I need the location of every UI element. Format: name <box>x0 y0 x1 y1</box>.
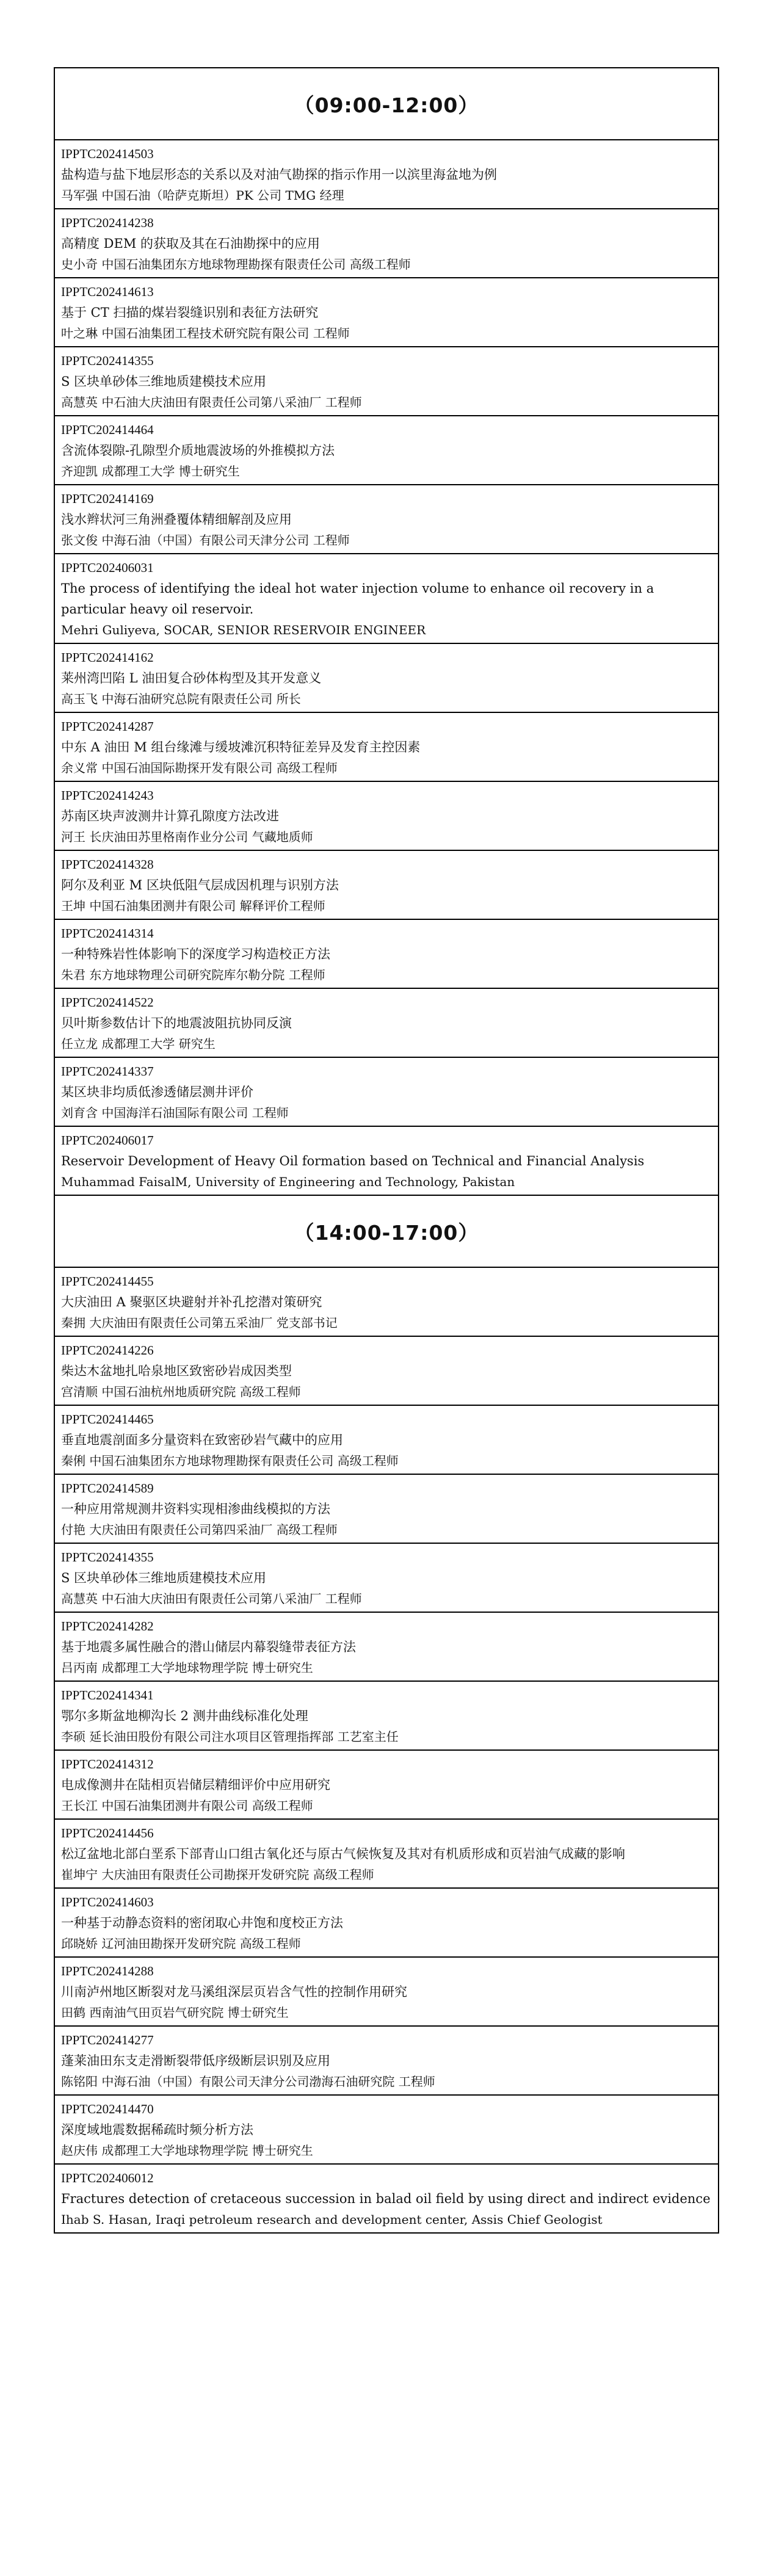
paper-code: IPPTC202414288 <box>61 1964 154 1978</box>
paper-title: 盐构造与盐下地层形态的关系以及对油气勘探的指示作用一以滨里海盆地为例 <box>61 167 497 182</box>
paper-code: IPPTC202414355 <box>61 353 154 368</box>
paper-entry <box>55 2096 718 2165</box>
session-time-title: （09:00-12:00） <box>294 93 479 117</box>
paper-title: 浅水辫状河三角洲叠覆体精细解剖及应用 <box>61 512 292 527</box>
paper-entry <box>55 554 718 644</box>
paper-entry <box>55 140 718 209</box>
paper-code: IPPTC202414169 <box>61 491 154 506</box>
paper-code: IPPTC202414603 <box>61 1895 154 1909</box>
paper-author: 河王 长庆油田苏里格南作业分公司 气藏地质师 <box>61 830 313 844</box>
paper-entry <box>55 1127 718 1196</box>
paper-code: IPPTC202414503 <box>61 147 154 161</box>
paper-author: 刘育含 中国海洋石油国际有限公司 工程师 <box>61 1105 289 1120</box>
paper-title: 蓬莱油田东支走滑断裂带低序级断层识别及应用 <box>61 2053 330 2068</box>
paper-code: IPPTC202414589 <box>61 1481 154 1496</box>
paper-code: IPPTC202414355 <box>61 1550 154 1565</box>
paper-entry <box>55 209 718 278</box>
paper-entry <box>55 1475 718 1544</box>
paper-title: 中东 A 油田 M 组台缘滩与缓坡滩沉积特征差异及发育主控因素 <box>61 740 421 754</box>
paper-author: 王坤 中国石油集团测井有限公司 解释评价工程师 <box>61 899 325 913</box>
paper-author: Muhammad FaisalM, University of Engineering and Technology, Pakistan <box>61 1174 515 1189</box>
paper-entry <box>55 644 718 713</box>
paper-code: IPPTC202406012 <box>61 2171 154 2185</box>
paper-author: 田鹤 西南油气田页岩气研究院 博士研究生 <box>61 2005 289 2020</box>
paper-code: IPPTC202414277 <box>61 2033 154 2047</box>
paper-title: 含流体裂隙-孔隙型介质地震波场的外推模拟方法 <box>61 443 335 458</box>
paper-entry <box>55 1337 718 1406</box>
paper-author: 史小奇 中国石油集团东方地球物理勘探有限责任公司 高级工程师 <box>61 257 411 272</box>
paper-title: 川南泸州地区断裂对龙马溪组深层页岩含气性的控制作用研究 <box>61 1984 407 1999</box>
paper-author: Ihab S. Hasan, Iraqi petroleum research and development center, Assis Chief Geologist <box>61 2212 603 2227</box>
paper-author: 高慧英 中石油大庆油田有限责任公司第八采油厂 工程师 <box>61 395 362 410</box>
paper-code: IPPTC202414312 <box>61 1757 154 1771</box>
paper-code: IPPTC202414238 <box>61 215 154 230</box>
paper-code: IPPTC202414226 <box>61 1343 154 1358</box>
session-header <box>55 1196 718 1268</box>
paper-entry <box>55 1682 718 1751</box>
paper-author: 叶之琳 中国石油集团工程技术研究院有限公司 工程师 <box>61 326 350 341</box>
paper-author: 任立龙 成都理工大学 研究生 <box>61 1037 216 1051</box>
paper-entry <box>55 347 718 416</box>
paper-title: 阿尔及利亚 M 区块低阻气层成因机理与识别方法 <box>61 878 339 892</box>
paper-title: 苏南区块声波测井计算孔隙度方法改进 <box>61 809 279 823</box>
paper-title: 某区块非均质低渗透储层测井评价 <box>61 1085 253 1099</box>
paper-title: 垂直地震剖面多分量资料在致密砂岩气藏中的应用 <box>61 1433 343 1447</box>
paper-title: 大庆油田 A 聚驱区块避射并补孔挖潜对策研究 <box>61 1295 322 1309</box>
paper-author: 秦俐 中国石油集团东方地球物理勘探有限责任公司 高级工程师 <box>61 1453 399 1468</box>
paper-author: 余义常 中国石油国际勘探开发有限公司 高级工程师 <box>61 761 338 775</box>
paper-author: 秦拥 大庆油田有限责任公司第五采油厂 党支部书记 <box>61 1315 338 1330</box>
paper-code: IPPTC202406031 <box>61 560 154 575</box>
paper-author: 马军强 中国石油（哈萨克斯坦）PK 公司 TMG 经理 <box>61 188 344 203</box>
paper-code: IPPTC202414522 <box>61 995 154 1010</box>
paper-author: 邱晓娇 辽河油田勘探开发研究院 高级工程师 <box>61 1936 301 1951</box>
paper-title: The process of identifying the ideal hot water injection volume to enhance oil recovery in a particular heavy oil reservoir. <box>61 581 654 617</box>
paper-title: 基于 CT 扫描的煤岩裂缝识别和表征方法研究 <box>61 305 319 320</box>
paper-title: 深度域地震数据稀疏时频分析方法 <box>61 2122 253 2137</box>
paper-entry <box>55 920 718 989</box>
paper-entry <box>55 416 718 485</box>
paper-title: Fractures detection of cretaceous succession in balad oil field by using direct and indirect evidence <box>61 2191 711 2206</box>
paper-code: IPPTC202414282 <box>61 1619 154 1634</box>
paper-code: IPPTC202414455 <box>61 1274 154 1289</box>
paper-author: 陈铭阳 中海石油（中国）有限公司天津分公司渤海石油研究院 工程师 <box>61 2074 435 2089</box>
paper-title: 一种特殊岩性体影响下的深度学习构造校正方法 <box>61 947 330 961</box>
paper-entry <box>55 485 718 554</box>
paper-title: 一种基于动静态资料的密闭取心井饱和度校正方法 <box>61 1916 343 1930</box>
paper-entry <box>55 2165 718 2232</box>
paper-author: 高玉飞 中海石油研究总院有限责任公司 所长 <box>61 692 301 706</box>
paper-code: IPPTC202414287 <box>61 719 154 734</box>
paper-title: 基于地震多属性融合的潜山储层内幕裂缝带表征方法 <box>61 1640 356 1654</box>
paper-code: IPPTC202414337 <box>61 1064 154 1079</box>
paper-code: IPPTC202414328 <box>61 857 154 872</box>
paper-author: 高慧英 中石油大庆油田有限责任公司第八采油厂 工程师 <box>61 1591 362 1606</box>
paper-code: IPPTC202414465 <box>61 1412 154 1427</box>
paper-entry <box>55 1406 718 1475</box>
paper-entry <box>55 1613 718 1682</box>
paper-entry <box>55 713 718 782</box>
paper-author: 吕丙南 成都理工大学地球物理学院 博士研究生 <box>61 1660 313 1675</box>
paper-code: IPPTC202414464 <box>61 422 154 437</box>
paper-author: Mehri Guliyeva, SOCAR, SENIOR RESERVOIR ENGINEER <box>61 623 426 637</box>
paper-title: 一种应用常规测井资料实现相渗曲线模拟的方法 <box>61 1502 330 1516</box>
paper-code: IPPTC202414162 <box>61 650 154 665</box>
paper-code: IPPTC202414314 <box>61 926 154 941</box>
paper-title: 莱州湾凹陷 L 油田复合砂体构型及其开发意义 <box>61 671 322 686</box>
paper-author: 赵庆伟 成都理工大学地球物理学院 博士研究生 <box>61 2143 313 2158</box>
paper-entry <box>55 1889 718 1958</box>
paper-code: IPPTC202414456 <box>61 1826 154 1840</box>
paper-title: 电成像测井在陆相页岩储层精细评价中应用研究 <box>61 1778 330 1792</box>
paper-title: S 区块单砂体三维地质建模技术应用 <box>61 1571 267 1585</box>
paper-author: 朱君 东方地球物理公司研究院库尔勒分院 工程师 <box>61 968 325 982</box>
paper-author: 王长江 中国石油集团测井有限公司 高级工程师 <box>61 1798 313 1813</box>
paper-author: 张文俊 中海石油（中国）有限公司天津分公司 工程师 <box>61 533 350 548</box>
session-time-title: （14:00-17:00） <box>294 1220 479 1245</box>
schedule-table <box>54 67 719 2234</box>
paper-author: 付艳 大庆油田有限责任公司第四采油厂 高级工程师 <box>61 1522 338 1537</box>
paper-code: IPPTC202406017 <box>61 1133 154 1148</box>
paper-entry <box>55 1958 718 2027</box>
session-header <box>55 68 718 140</box>
paper-entry <box>55 989 718 1058</box>
paper-entry <box>55 278 718 347</box>
paper-title: 松辽盆地北部白垩系下部青山口组古氧化还与原古气候恢复及其对有机质形成和页岩油气成藏的影响 <box>61 1847 625 1861</box>
paper-entry <box>55 1544 718 1613</box>
paper-entry <box>55 1820 718 1889</box>
paper-author: 宫清顺 中国石油杭州地质研究院 高级工程师 <box>61 1384 301 1399</box>
paper-code: IPPTC202414470 <box>61 2102 154 2116</box>
paper-entry <box>55 782 718 851</box>
paper-title: 高精度 DEM 的获取及其在石油勘探中的应用 <box>61 236 321 251</box>
paper-entry <box>55 851 718 920</box>
paper-title: 贝叶斯参数估计下的地震波阻抗协同反演 <box>61 1016 292 1030</box>
paper-title: 鄂尔多斯盆地柳沟长 2 测井曲线标准化处理 <box>61 1709 308 1723</box>
paper-entry <box>55 1058 718 1127</box>
paper-entry <box>55 1268 718 1337</box>
paper-title: 柴达木盆地扎哈泉地区致密砂岩成因类型 <box>61 1364 292 1378</box>
paper-entry <box>55 2027 718 2096</box>
paper-author: 崔坤宁 大庆油田有限责任公司勘探开发研究院 高级工程师 <box>61 1867 374 1882</box>
paper-code: IPPTC202414341 <box>61 1688 154 1702</box>
paper-author: 李硕 延长油田股份有限公司注水项目区管理指挥部 工艺室主任 <box>61 1729 399 1744</box>
paper-title: S 区块单砂体三维地质建模技术应用 <box>61 374 267 389</box>
paper-entry <box>55 1751 718 1820</box>
paper-author: 齐迎凯 成都理工大学 博士研究生 <box>61 464 240 479</box>
paper-code: IPPTC202414613 <box>61 284 154 299</box>
paper-title: Reservoir Development of Heavy Oil formation based on Technical and Financial Analysis <box>61 1154 645 1168</box>
paper-code: IPPTC202414243 <box>61 788 154 803</box>
